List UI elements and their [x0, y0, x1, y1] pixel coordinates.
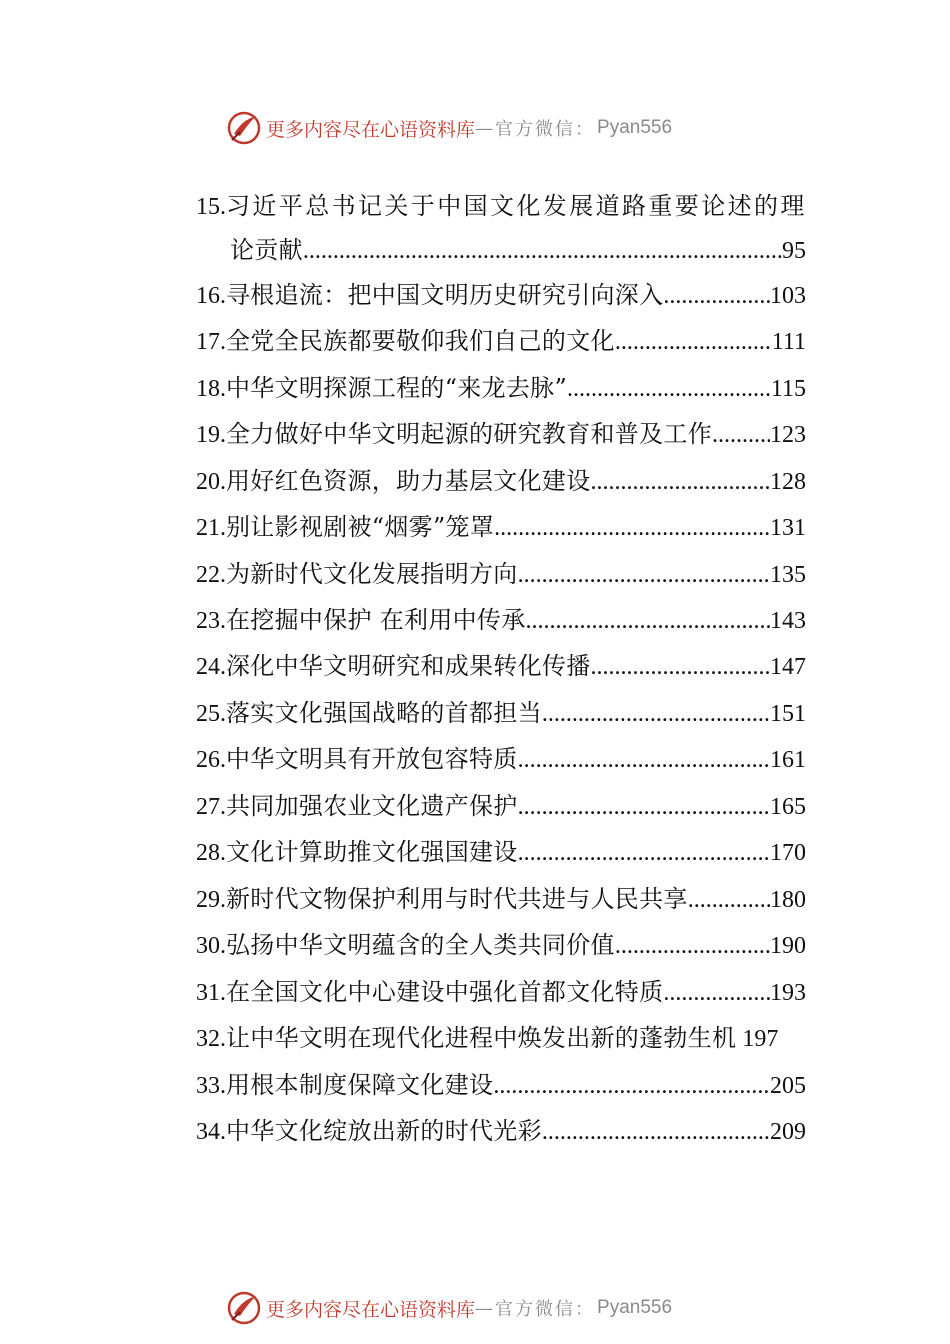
toc-number: 29.: [196, 887, 226, 913]
toc-page: 180: [770, 887, 806, 913]
toc-page: 165: [770, 794, 806, 820]
banner-dash: —: [475, 117, 496, 139]
toc-title: 为新时代文化发展指明方向: [226, 560, 518, 588]
toc-entry-23[interactable]: [196, 602, 806, 638]
toc-leader-dots: [518, 789, 770, 825]
toc-title-continuation: 论贡献: [230, 236, 303, 264]
toc-entry-30[interactable]: [196, 927, 806, 963]
toc-number: 24.: [196, 654, 226, 680]
toc-title: 用根本制度保障文化建设: [226, 1071, 494, 1099]
toc-number: 32.: [196, 1026, 226, 1052]
toc-entry-28[interactable]: [196, 834, 806, 870]
toc-number: 16.: [196, 283, 226, 309]
banner-grey-text: 官方微信：: [495, 119, 596, 140]
toc-entry-25[interactable]: [196, 695, 806, 731]
toc-leader-dots: [542, 696, 770, 732]
banner-wechat-id: Pyan556: [597, 117, 673, 138]
toc-title: 弘扬中华文明蕴含的全人类共同价值: [226, 931, 615, 959]
toc-page: 123: [770, 422, 806, 448]
toc-page: 161: [770, 747, 806, 773]
toc-entry-21[interactable]: [196, 509, 806, 545]
toc-page: 170: [770, 840, 806, 866]
toc-number: 18.: [196, 376, 226, 402]
toc-number: 28.: [196, 840, 226, 866]
toc-leader-dots: [712, 417, 770, 453]
toc-number: 19.: [196, 422, 226, 448]
pen-logo-icon: [226, 110, 262, 146]
toc-title: 新时代文物保护利用与时代共进与人民共享: [226, 885, 688, 913]
pen-logo-icon: [226, 1290, 262, 1326]
toc-entry-26[interactable]: [196, 741, 806, 777]
toc-number: 33.: [196, 1073, 226, 1099]
toc-leader-dots: [526, 603, 770, 639]
toc-number: 21.: [196, 515, 226, 541]
toc-leader-dots: [591, 649, 771, 685]
toc-title: 共同加强农业文化遗产保护: [226, 792, 518, 820]
toc-page: 111: [771, 329, 806, 355]
toc-leader-dots: [542, 1114, 770, 1150]
toc-page: 197: [742, 1026, 779, 1052]
toc-page: 95: [782, 238, 806, 264]
toc-leader-dots: [494, 510, 770, 546]
toc-title: 文化计算助推文化强国建设: [226, 838, 518, 866]
toc-number: 26.: [196, 747, 226, 773]
toc-page: 147: [770, 654, 806, 680]
toc-entry-19[interactable]: [196, 416, 806, 452]
banner-wechat-id: Pyan556: [597, 1297, 673, 1318]
toc-number: 17.: [196, 329, 226, 355]
banner-red-text: 更多内容尽在心语资料库: [266, 118, 476, 141]
toc-leader-dots: [518, 835, 770, 871]
toc-entry-16[interactable]: [196, 277, 806, 313]
toc-entry-22[interactable]: [196, 556, 806, 592]
toc-number: 25.: [196, 701, 226, 727]
banner-dash: —: [475, 1297, 496, 1319]
toc-leader-dots: [518, 742, 770, 778]
toc-entry-18[interactable]: [196, 370, 806, 406]
toc-title: 中华文明探源工程的“来龙去脉”: [226, 374, 568, 402]
toc-entry-15[interactable]: [196, 188, 806, 224]
toc-leader-dots: [615, 324, 772, 360]
toc-page: 209: [770, 1119, 806, 1145]
toc-title: 用好红色资源，助力基层文化建设: [226, 467, 591, 495]
toc-page: 115: [770, 376, 806, 402]
toc-entry-20[interactable]: [196, 463, 806, 499]
toc-number: 15.: [196, 194, 226, 220]
toc-title: 别让影视剧被“烟雾”笼罩: [226, 513, 495, 541]
toc-leader-dots: [688, 882, 770, 918]
toc-leader-dots: [303, 233, 782, 269]
toc-page: 131: [770, 515, 806, 541]
banner-red-text: 更多内容尽在心语资料库: [266, 1298, 476, 1321]
toc-entry-17[interactable]: [196, 323, 806, 359]
toc-entry-24[interactable]: [196, 648, 806, 684]
toc-entry-27[interactable]: [196, 788, 806, 824]
toc-entry-29[interactable]: [196, 881, 806, 917]
toc-leader-dots: [493, 1068, 770, 1104]
toc-entry-33[interactable]: [196, 1067, 806, 1103]
toc-title: 寻根追流：把中国文明历史研究引向深入: [226, 281, 664, 309]
toc-title: 习近平总书记关于中国文化发展道路重要论述的理: [226, 192, 807, 220]
toc-number: 23.: [196, 608, 226, 634]
footer-banner: [226, 1290, 672, 1326]
toc-number: 20.: [196, 469, 226, 495]
toc-number: 27.: [196, 794, 226, 820]
toc-title: 在挖掘中保护 在利用中传承: [226, 606, 526, 634]
toc-entry-31[interactable]: [196, 974, 806, 1010]
toc-title: 中华文明具有开放包容特质: [226, 745, 518, 773]
toc-number: 31.: [196, 980, 226, 1006]
toc-title: 落实文化强国战略的首都担当: [226, 699, 542, 727]
toc-leader-dots: [518, 557, 770, 593]
toc-title: 在全国文化中心建设中强化首都文化特质: [226, 978, 664, 1006]
toc-title: 让中华文明在现代化进程中焕发出新的蓬勃生机: [226, 1024, 737, 1052]
toc-title: 全力做好中华文明起源的研究教育和普及工作: [226, 420, 712, 448]
toc-page: 135: [770, 562, 806, 588]
toc-number: 34.: [196, 1119, 226, 1145]
toc-leader-dots: [591, 464, 771, 500]
toc-page: 128: [770, 469, 806, 495]
toc-number: 22.: [196, 562, 226, 588]
toc-page: 143: [770, 608, 806, 634]
toc-leader-dots: [615, 928, 770, 964]
toc-title: 全党全民族都要敬仰我们自己的文化: [226, 327, 615, 355]
header-banner: [226, 110, 672, 146]
toc-page: 193: [770, 980, 806, 1006]
toc-entry-32[interactable]: [196, 1020, 812, 1056]
toc-leader-dots: [663, 278, 770, 314]
toc-leader-dots: [567, 371, 771, 407]
toc-page: 151: [770, 701, 806, 727]
toc-title: 深化中华文明研究和成果转化传播: [226, 652, 591, 680]
toc-page: 205: [770, 1073, 806, 1099]
toc-page: 190: [770, 933, 806, 959]
toc-leader-dots: [663, 975, 770, 1011]
toc-entry-34[interactable]: [196, 1113, 806, 1149]
toc-entry-15-continuation[interactable]: [230, 232, 806, 268]
toc-page: 103: [770, 283, 806, 309]
toc-title: 中华文化绽放出新的时代光彩: [226, 1117, 542, 1145]
toc-number: 30.: [196, 933, 226, 959]
banner-grey-text: 官方微信：: [495, 1299, 596, 1320]
